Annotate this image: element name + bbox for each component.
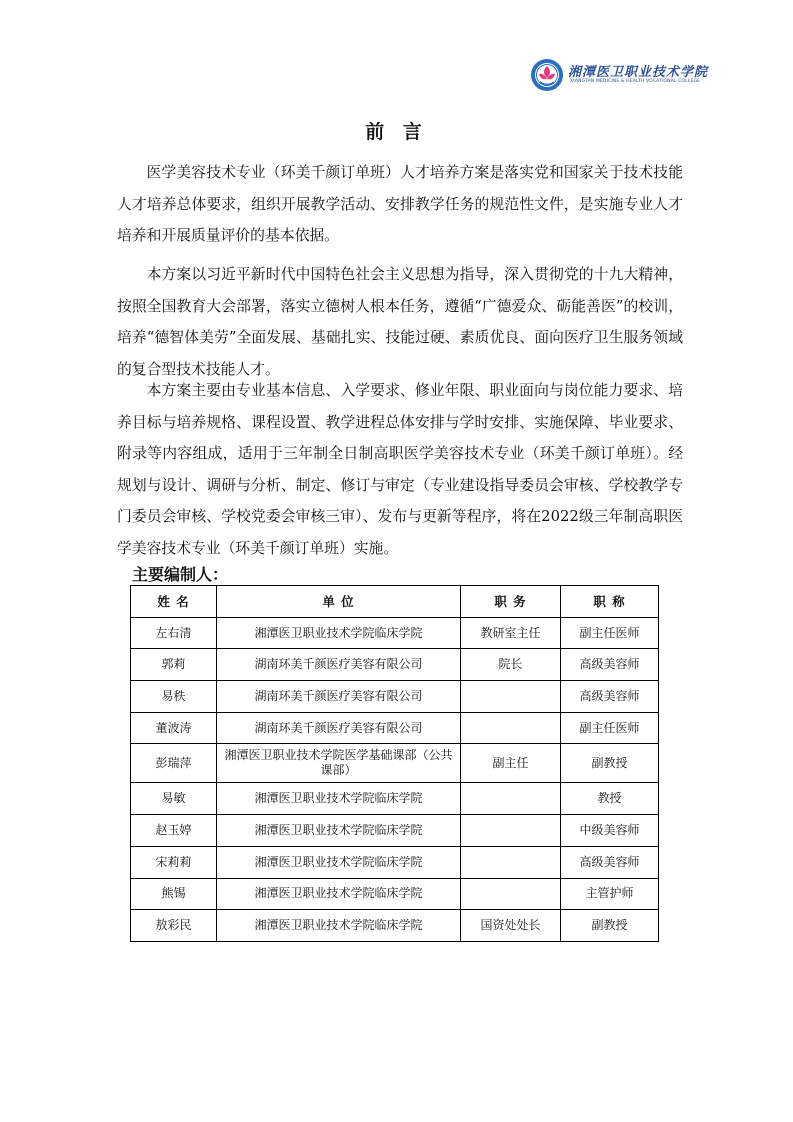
cell-position <box>461 783 561 815</box>
cell-position: 教研室主任 <box>461 617 561 649</box>
cell-unit: 湖南环美千颜医疗美容有限公司 <box>217 681 461 713</box>
table-row <box>131 617 659 649</box>
table-header-row <box>131 586 659 618</box>
cell-title: 副教授 <box>561 910 659 942</box>
cell-name: 董波涛 <box>131 712 217 744</box>
cell-title: 高级美容师 <box>561 649 659 681</box>
cell-title: 中级美容师 <box>561 815 659 847</box>
cell-name: 熊锡 <box>131 878 217 910</box>
logo-english-name: XIANGTAN MEDICINE & HEALTH VOCATIONAL COLLEGE <box>570 79 701 84</box>
cell-unit: 湘潭医卫职业技术学院临床学院 <box>217 617 461 649</box>
cell-name: 易敏 <box>131 783 217 815</box>
paragraph-2: 本方案以习近平新时代中国特色社会主义思想为指导，深入贯彻党的十九大精神， 按照全国教育大会部署，落实立德树人根本任务，遵循“广德爱众、砺能善医”的校训，培养“德智体美劳”全面发展、基础扎实、技能过硬、素质优良、面向医疗卫生服务领域的复合型技术技能人才。 <box>117 266 683 378</box>
cell-unit: 湖南环美千颜医疗美容有限公司 <box>217 649 461 681</box>
cell-title: 主管护师 <box>561 878 659 910</box>
logo-chinese-name: 湘潭医卫职业技术学院 <box>568 65 709 80</box>
page-title: 前 言 <box>365 121 428 143</box>
cell-title: 教授 <box>561 783 659 815</box>
cell-position: 国资处处长 <box>461 910 561 942</box>
cell-position <box>461 878 561 910</box>
header-name: 姓 名 <box>131 586 217 618</box>
cell-title: 副教授 <box>561 744 659 783</box>
table-row <box>131 712 659 744</box>
cell-position <box>461 681 561 713</box>
table-row <box>131 878 659 910</box>
editors-heading: 主要编制人： <box>132 565 229 584</box>
cell-unit: 湘潭医卫职业技术学院临床学院 <box>217 878 461 910</box>
table-row <box>131 744 659 783</box>
cell-title: 高级美容师 <box>561 846 659 878</box>
cell-position: 院长 <box>461 649 561 681</box>
cell-unit: 湖南环美千颜医疗美容有限公司 <box>217 712 461 744</box>
cell-name: 易秩 <box>131 681 217 713</box>
cell-unit: 湘潭医卫职业技术学院医学基础课部（公共课部） <box>217 744 461 783</box>
cell-title: 副主任医师 <box>561 617 659 649</box>
cell-position: 副主任 <box>461 744 561 783</box>
table-row <box>131 815 659 847</box>
table-row <box>131 681 659 713</box>
header-title: 职 称 <box>561 586 659 618</box>
college-emblem-icon <box>530 58 564 92</box>
cell-name: 郭莉 <box>131 649 217 681</box>
cell-position <box>461 815 561 847</box>
cell-unit: 湘潭医卫职业技术学院临床学院 <box>217 910 461 942</box>
header-position: 职 务 <box>461 586 561 618</box>
header-unit: 单 位 <box>217 586 461 618</box>
cell-title: 高级美容师 <box>561 681 659 713</box>
table-row <box>131 846 659 878</box>
table-row <box>131 910 659 942</box>
editors-table <box>130 585 659 942</box>
cell-position <box>461 846 561 878</box>
cell-name: 敖彩民 <box>131 910 217 942</box>
cell-unit: 湘潭医卫职业技术学院临床学院 <box>217 815 461 847</box>
cell-name: 彭瑞萍 <box>131 744 217 783</box>
cell-position <box>461 712 561 744</box>
college-logo <box>530 58 740 92</box>
cell-title: 副主任医师 <box>561 712 659 744</box>
table-row <box>131 783 659 815</box>
paragraph-1: 医学美容技术专业（环美千颜订单班）人才培养方案是落实党和国家关于技术技能人才培养总体要求，组织开展教学活动、安排教学任务的规范性文件，是实施专业人才培养和开展质量评价的基本依据。 <box>117 164 683 244</box>
cell-name: 赵玉婷 <box>131 815 217 847</box>
table-row <box>131 649 659 681</box>
paragraph-3: 本方案主要由专业基本信息、入学要求、修业年限、职业面向与岗位能力要求、培养目标与培养规格、课程设置、教学进程总体安排与学时安排、实施保障、毕业要求、附录等内容组成，适用于三年制全日制高职医学美容技术专业（环美千颜订单班）。经规划与设计、调研与分析、制定、修订与审定（专业建设指导委员会审核、学校教学专门委员会审核、学校党委会审核三审）、发布与更新等程序，将在2022级三年制高职医学美容技术专业（环美千颜订单班）实施。 <box>117 382 683 557</box>
cell-unit: 湘潭医卫职业技术学院临床学院 <box>217 846 461 878</box>
cell-name: 左右清 <box>131 617 217 649</box>
cell-name: 宋莉莉 <box>131 846 217 878</box>
cell-unit: 湘潭医卫职业技术学院临床学院 <box>217 783 461 815</box>
